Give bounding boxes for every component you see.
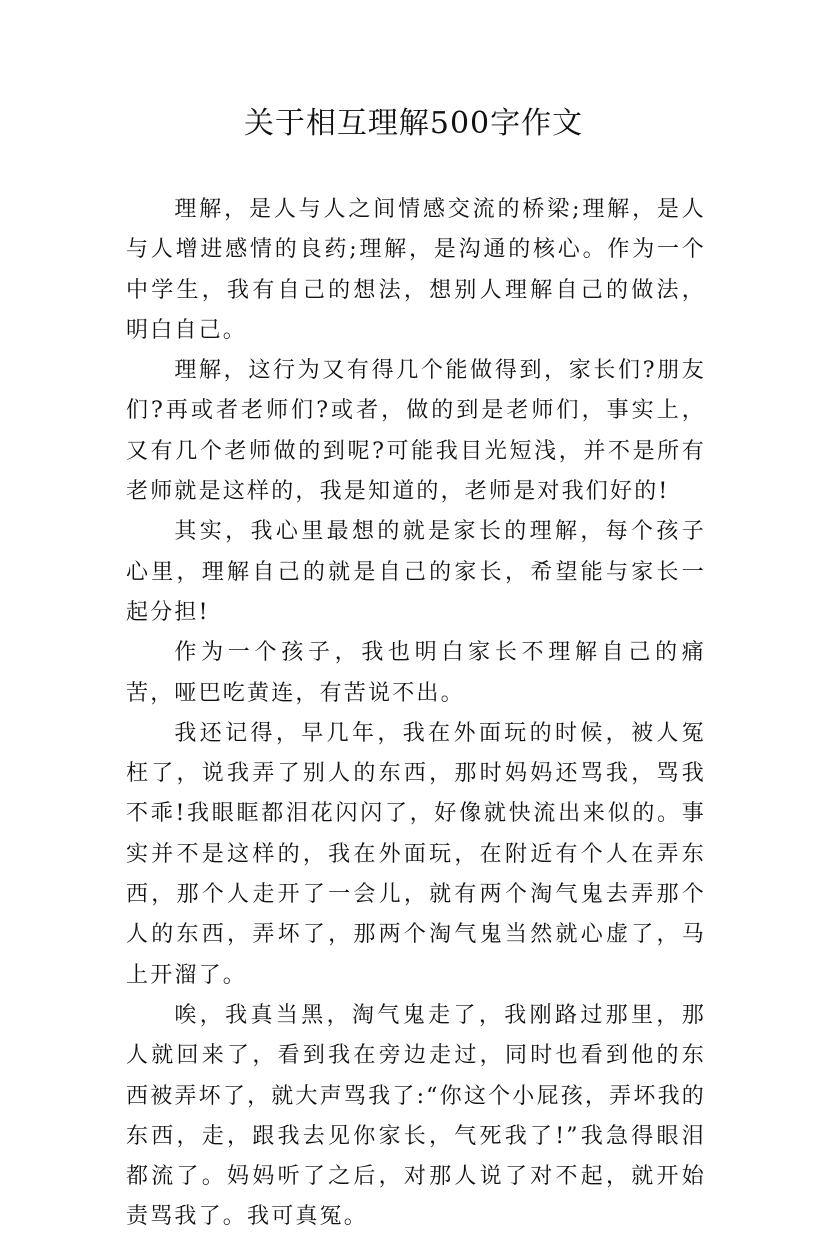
essay-body xyxy=(126,190,706,1238)
page-title: 关于相互理解500字作文 xyxy=(243,106,584,141)
paragraph-4: 作为一个孩子，我也明白家长不理解自己的痛苦，哑巴吃黄连，有苦说不出。 xyxy=(126,640,706,706)
paragraph-5: 我还记得，早几年，我在外面玩的时候，被人冤枉了，说我弄了别人的东西，那时妈妈还骂我，骂我不乖!我眼眶都泪花闪闪了，好像就快流出来似的。事实并不是这样的，我在外面玩，在附近有个人在弄东西，那个人走开了一会儿，就有两个淘气鬼去弄那个人的东西，弄坏了，那两个淘气鬼当然就心虚了，马上开溜了。 xyxy=(126,720,706,988)
paragraph-3: 其实，我心里最想的就是家长的理解，每个孩子心里，理解自己的就是自己的家长，希望能与家长一起分担! xyxy=(126,519,706,625)
paragraph-6: 唉，我真当黑，淘气鬼走了，我刚路过那里，那人就回来了，看到我在旁边走过，同时也看到他的东西被弄坏了，就大声骂我了:“你这个小屁孩，弄坏我的东西，走，跟我去见你家长，气死我了!”我急得眼泪都流了。妈妈听了之后，对那人说了对不起，就开始责骂我了。我可真冤。 xyxy=(126,1002,706,1230)
paragraph-1: 理解，是人与人之间情感交流的桥梁;理解，是人与人增进感情的良药;理解，是沟通的核心。作为一个中学生，我有自己的想法，想别人理解自己的做法，明白自己。 xyxy=(126,197,706,343)
paragraph-2: 理解，这行为又有得几个能做得到，家长们?朋友们?再或者老师们?或者，做的到是老师们，事实上，又有几个老师做的到呢?可能我目光短浅，并不是所有老师就是这样的，我是知道的，老师是对我们好的! xyxy=(126,358,706,505)
